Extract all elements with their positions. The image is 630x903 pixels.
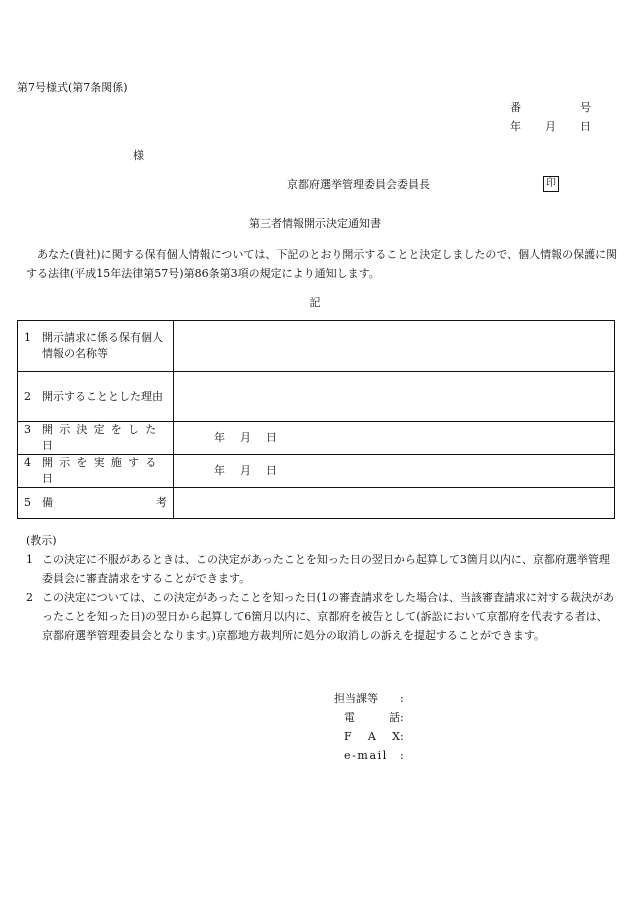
addressee-honorific: 様: [133, 149, 144, 162]
notice-body: あなた(貴社)に関する保有個人情報については、下記のとおり開示することと決定しましたので、個人情報の保護に関する法律(平成15年法律第57号)第86条第3項の規定により通知します。: [26, 248, 618, 280]
contact-block: [334, 689, 410, 765]
row-value-reason: [174, 372, 615, 422]
document-title: 第三者情報開示決定通知書: [249, 217, 381, 230]
table-row: [18, 487, 615, 518]
contact-row-email: e-mail :: [344, 749, 404, 762]
seal-mark: 印: [543, 176, 559, 192]
date-year-label: 年: [510, 120, 521, 133]
table-row: [18, 454, 615, 487]
list-item: 1 この決定に不服があるときは、この決定があったことを知った日の翌日から起算して3箇月以内に、京都府選挙管理委員会に審査請求をすることができます。: [26, 552, 610, 585]
row-label-personal-info: 1 開示請求に係る保有個人情報の名称等: [18, 321, 174, 372]
contact-row-phone: 電 話 :: [344, 711, 404, 724]
table-row: [18, 372, 615, 422]
date-month-label: 月: [545, 120, 556, 133]
row-value-decision-date: 年 月 日: [174, 422, 615, 455]
sender-name: 京都府選挙管理委員会委員長: [287, 178, 430, 191]
contact-row-fax: F A X :: [344, 730, 404, 743]
date-day-label: 日: [580, 120, 591, 133]
contact-row-department: 担当課等 :: [334, 692, 404, 705]
row-label-reason: 2 開示することとした理由: [18, 372, 174, 422]
list-item: 2 この決定については、この決定があったことを知った日(1の審査請求をした場合は、当該審査請求に対する裁決があったことを知った日)の翌日から起算して6箇月以内に、京都府を被告として(訴訟において京都府を代表する者は、京都府選挙管理委員会となります。)京都地方裁判所に処分の取消しの訴えを提起することができます。: [26, 590, 614, 642]
table-row: [18, 422, 615, 455]
instructions-section: [26, 533, 616, 645]
form-number: 第7号様式(第7条関係): [17, 81, 128, 94]
number-suffix: 号: [580, 101, 591, 114]
row-label-implementation-date: 4 開示を実施する日: [18, 454, 174, 487]
row-value-implementation-date: 年 月 日: [174, 454, 615, 487]
row-label-remarks: 5 備 考: [18, 487, 174, 518]
row-label-decision-date: 3 開示決定をした日: [18, 422, 174, 455]
table-row: [18, 321, 615, 372]
row-value-personal-info: [174, 321, 615, 372]
info-table: [17, 320, 615, 519]
number-label: 番: [510, 101, 521, 114]
instructions-heading: (教示): [26, 534, 57, 547]
ki-heading: 記: [309, 296, 321, 309]
row-value-remarks: [174, 487, 615, 518]
